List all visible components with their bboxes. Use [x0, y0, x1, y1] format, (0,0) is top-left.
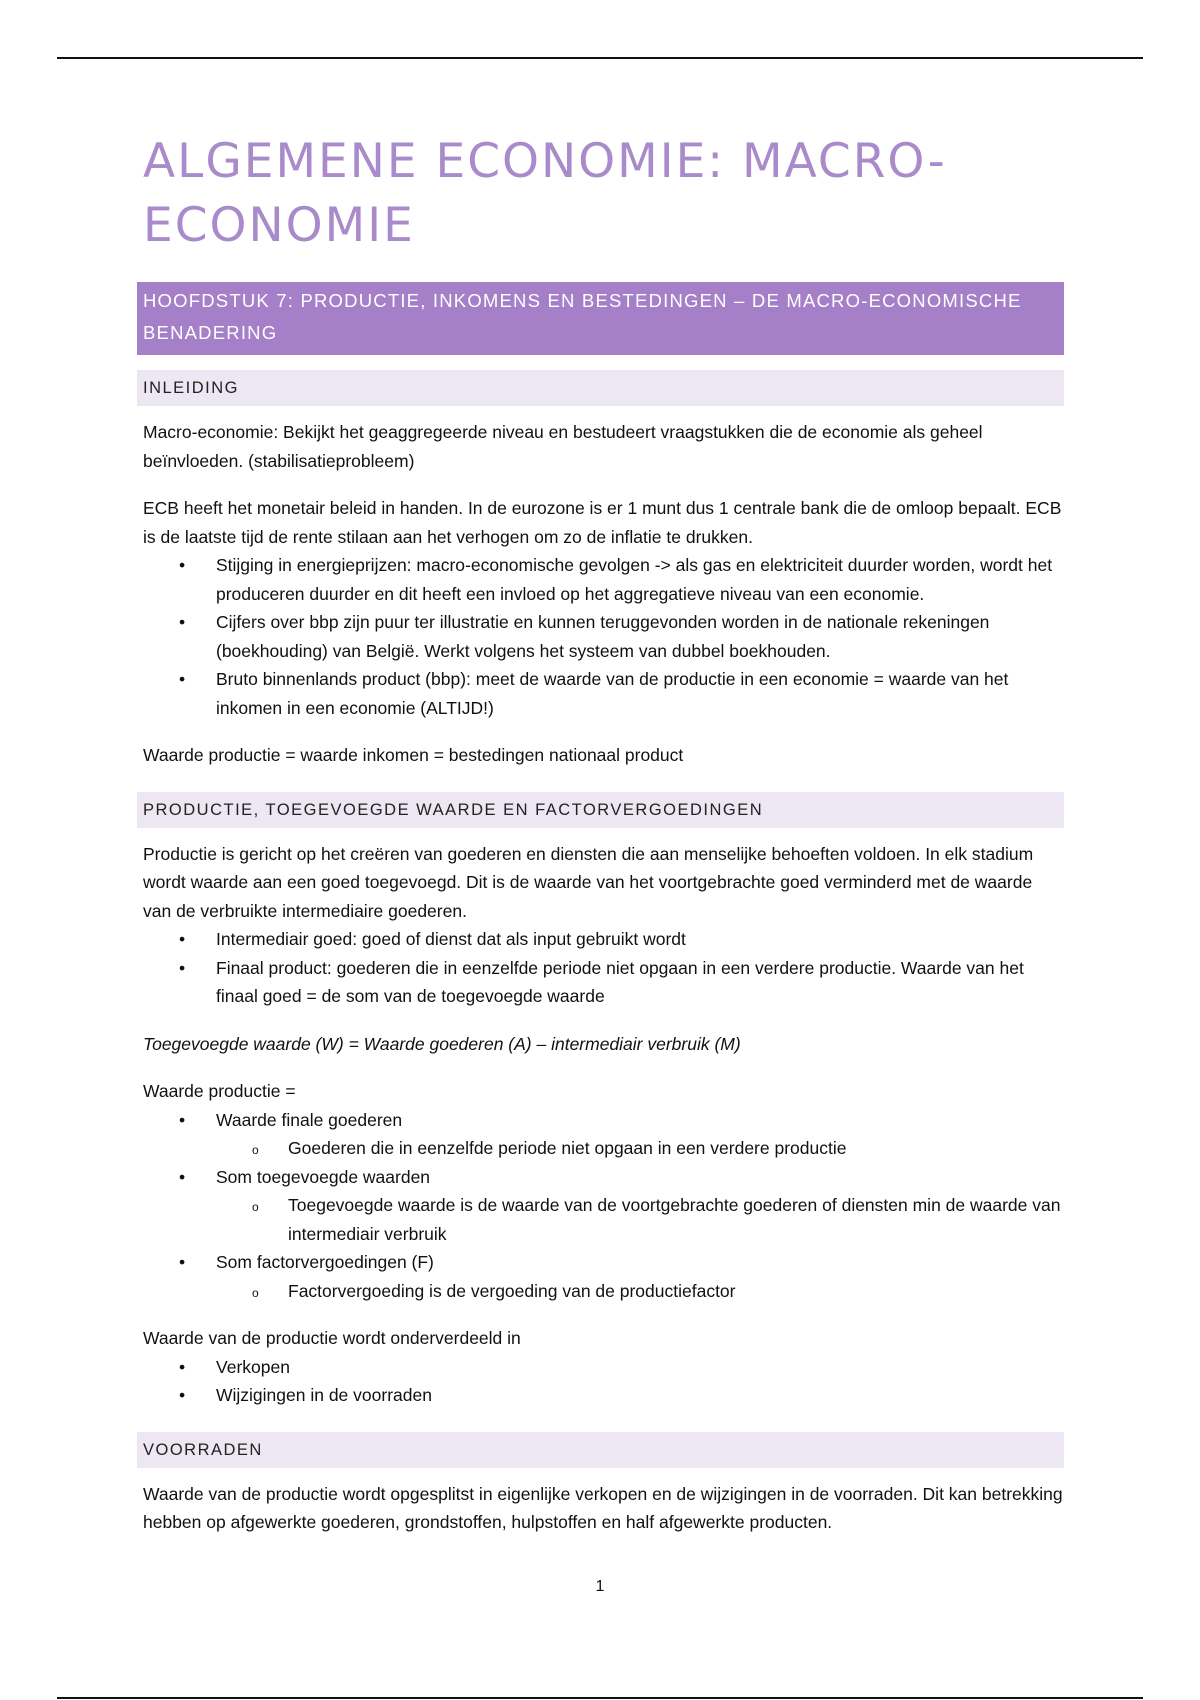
- list-item: [137, 1106, 1064, 1163]
- sub-list: [216, 1277, 1064, 1306]
- list-item: • Cijfers over bbp zijn puur ter illustratie en kunnen teruggevonden worden in de nationale rekeningen (boekhouding) van België. Werkt volgens het systeem van dubbel boekhouden.: [137, 608, 1064, 665]
- sub-list-item: o Factorvergoeding is de vergoeding van de productiefactor: [137, 1277, 1064, 1306]
- bullet-list: [137, 925, 1064, 1011]
- section-heading-voorraden: VOORRADEN: [137, 1432, 1064, 1468]
- top-rule: [57, 57, 1143, 59]
- list-item: • Intermediair goed: goed of dienst dat als input gebruikt wordt: [137, 925, 1064, 954]
- list-item-label: Waarde finale goederen: [216, 1109, 403, 1130]
- list-item: • Wijzigingen in de voorraden: [137, 1381, 1064, 1410]
- section-heading-productie: PRODUCTIE, TOEGEVOEGDE WAARDE EN FACTORVERGOEDINGEN: [137, 792, 1064, 828]
- paragraph: Productie is gericht op het creëren van goederen en diensten die aan menselijke behoeften voldoen. In elk stadium wordt waarde aan een goed toegevoegd. Dit is de waarde van het voortgebrachte goed verminderd met de waarde van de verbruikte intermediaire goederen.: [143, 843, 1034, 921]
- list-item: [137, 1248, 1064, 1305]
- paragraph: Waarde van de productie wordt opgesplitst in eigenlijke verkopen en de wijzigingen in de voorraden. Dit kan betrekking hebben op afgewerkte goederen, grondstoffen, hulpstoffen en half afgewerkte producten.: [143, 1483, 1063, 1532]
- list-item: [137, 1163, 1064, 1249]
- bottom-rule: [57, 1697, 1143, 1699]
- sub-list: [216, 1134, 1064, 1163]
- page-number: 1: [595, 1578, 605, 1595]
- sub-list: [216, 1191, 1064, 1248]
- document-title: ALGEMENE ECONOMIE: MACRO-ECONOMIE: [143, 134, 947, 253]
- sub-list-item: o Toegevoegde waarde is de waarde van de voortgebrachte goederen of diensten min de waarde van intermediair verbruik: [137, 1191, 1064, 1248]
- list-item-label: Som factorvergoedingen (F): [216, 1252, 434, 1272]
- list-item-label: Som toegevoegde waarden: [216, 1166, 431, 1187]
- bullet-list: [137, 551, 1064, 722]
- paragraph: Waarde productie = waarde inkomen = bestedingen nationaal product: [143, 745, 684, 765]
- sub-list-item: o Goederen die in eenzelfde periode niet opgaan in een verdere productie: [137, 1134, 1064, 1163]
- formula: Toegevoegde waarde (W) = Waarde goederen (A) – intermediair verbruik (M): [143, 1033, 741, 1054]
- paragraph: Waarde van de productie wordt onderverdeeld in: [143, 1328, 521, 1348]
- paragraph: Macro-economie: Bekijkt het geaggregeerde niveau en bestudeert vraagstukken die de economie als geheel beïnvloeden. (stabilisatieprobleem): [143, 422, 983, 471]
- paragraph: Waarde productie =: [143, 1081, 296, 1101]
- document-body: [137, 130, 1064, 1556]
- bullet-list: [137, 1353, 1064, 1410]
- list-item: • Bruto binnenlands product (bbp): meet de waarde van de productie in een economie = waarde van het inkomen in een economie (ALTIJD!): [137, 665, 1064, 722]
- list-item: • Finaal product: goederen die in eenzelfde periode niet opgaan in een verdere productie. Waarde van het finaal goed = de som van de toegevoegde waarde: [137, 954, 1064, 1011]
- bullet-list: [137, 1106, 1064, 1306]
- chapter-heading: HOOFDSTUK 7: PRODUCTIE, INKOMENS EN BESTEDINGEN – DE MACRO-ECONOMISCHE BENADERING: [137, 282, 1064, 355]
- paragraph: ECB heeft het monetair beleid in handen. In de eurozone is er 1 munt dus 1 centrale bank die de omloop bepaalt. ECB is de laatste tijd de rente stilaan aan het verhogen om zo de inflatie te drukken.: [143, 498, 1062, 547]
- section-heading-inleiding: INLEIDING: [137, 370, 1064, 406]
- list-item: • Verkopen: [137, 1353, 1064, 1382]
- list-item: • Stijging in energieprijzen: macro-economische gevolgen -> als gas en elektriciteit duurder worden, wordt het produceren duurder en dit heeft een invloed op het aggregatieve niveau van een economie.: [137, 551, 1064, 608]
